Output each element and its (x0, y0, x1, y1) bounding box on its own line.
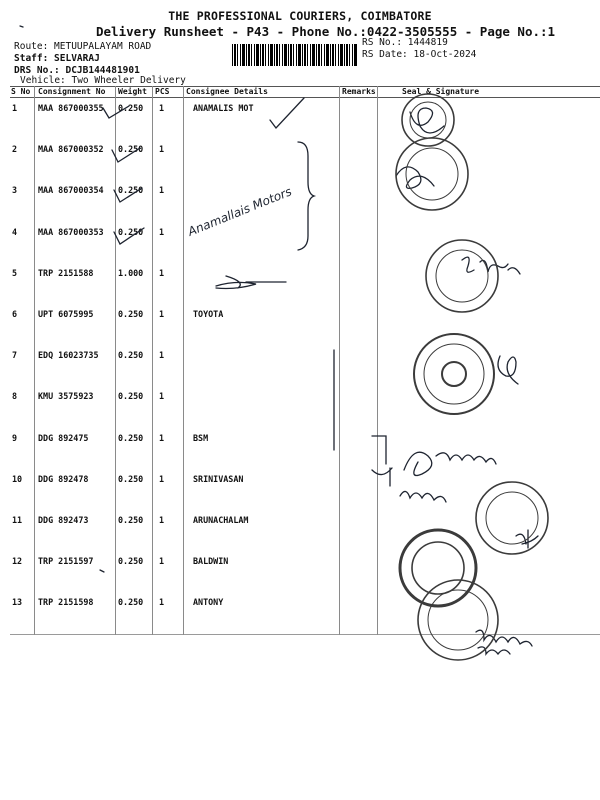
company-stamp (426, 240, 498, 312)
cell-weight: 0.250 (118, 350, 144, 360)
cell-sno: 6 (12, 309, 18, 319)
cell-pcs: 1 (159, 268, 165, 278)
cell-weight: 0.250 (118, 185, 144, 195)
scribble-mark (216, 276, 286, 289)
col-header-consignee: Consignee Details (186, 87, 268, 96)
cell-sno: 10 (12, 474, 23, 484)
tick-mark (103, 106, 129, 118)
pen-mark (20, 26, 23, 27)
signature (476, 630, 532, 646)
signature (396, 167, 434, 188)
cell-weight: 0.250 (118, 597, 144, 607)
signature (498, 356, 518, 384)
tick-mark (112, 148, 140, 162)
company-stamp (414, 334, 494, 414)
cell-sno: 4 (12, 227, 18, 237)
company-name: THE PROFESSIONAL COURIERS, COIMBATORE (168, 9, 432, 23)
cell-sno: 8 (12, 391, 18, 401)
pen-mark (100, 570, 104, 572)
cell-weight: 0.250 (118, 309, 144, 319)
col-header-pcs: PCS (155, 87, 170, 96)
stamp-group (396, 94, 548, 660)
cell-pcs: 1 (159, 103, 165, 113)
cell-weight: 1.000 (118, 268, 144, 278)
cell-weight: 0.250 (118, 433, 144, 443)
col-header-consignment: Consignment No (38, 87, 106, 96)
runsheet-title: Delivery Runsheet - P43 - Phone No.:0422-3505555 - Page No.:1 (96, 24, 556, 39)
vehicle: Vehicle: Two Wheeler Delivery (20, 75, 186, 86)
cell-consignment: DDG 892473 (38, 515, 89, 525)
cell-pcs: 1 (159, 227, 165, 237)
cell-sno: 12 (12, 556, 23, 566)
cell-consignee: SRINIVASAN (193, 474, 244, 484)
cell-consignee: ANTONY (193, 597, 224, 607)
cell-consignment: MAA 867000353 (38, 227, 104, 237)
drs-number: DRS No.: DCJB144481901 (14, 65, 140, 76)
signature (410, 108, 444, 133)
cell-weight: 0.250 (118, 515, 144, 525)
cell-sno: 9 (12, 433, 18, 443)
consignee-note: Anamallais Motors (185, 184, 294, 239)
col-header-remarks: Remarks (342, 87, 376, 96)
cell-pcs: 1 (159, 556, 165, 566)
rs-date: RS Date: 18-Oct-2024 (362, 49, 477, 60)
cell-weight: 0.250 (118, 474, 144, 484)
cell-consignment: KMU 3575923 (38, 391, 94, 401)
route: Route: METUUPALAYAM ROAD (14, 41, 152, 52)
cell-sno: 5 (12, 268, 18, 278)
cell-pcs: 1 (159, 391, 165, 401)
tick-mark (114, 188, 142, 202)
cell-consignment: MAA 867000354 (38, 185, 104, 195)
brace-mark (298, 142, 314, 250)
tick-mark (270, 98, 304, 128)
company-stamp (396, 138, 468, 210)
cell-weight: 0.250 (118, 556, 144, 566)
cell-pcs: 1 (159, 515, 165, 525)
cell-weight: 0.250 (118, 227, 144, 237)
cell-pcs: 1 (159, 144, 165, 154)
cell-weight: 0.250 (118, 144, 144, 154)
cell-pcs: 1 (159, 597, 165, 607)
col-header-sno: S No (11, 87, 31, 96)
cell-sno: 11 (12, 515, 23, 525)
cell-consignee: ANAMALIS MOT (193, 103, 254, 113)
cell-sno: 7 (12, 350, 18, 360)
cell-sno: 2 (12, 144, 18, 154)
cell-consignee: ARUNACHALAM (193, 515, 249, 525)
cell-consignment: MAA 867000352 (38, 144, 104, 154)
signature (462, 257, 520, 274)
cell-consignment: DDG 892475 (38, 433, 89, 443)
cell-consignment: TRP 2151598 (38, 597, 94, 607)
signature (404, 452, 496, 475)
cell-sno: 13 (12, 597, 23, 607)
company-stamp (400, 530, 476, 606)
cell-consignee: TOYOTA (193, 309, 224, 319)
cell-weight: 0.250 (118, 103, 144, 113)
cell-pcs: 1 (159, 474, 165, 484)
col-header-seal: Seal & Signature (402, 87, 480, 96)
staff: Staff: SELVARAJ (14, 53, 100, 64)
cell-pcs: 1 (159, 309, 165, 319)
company-stamp (418, 580, 498, 660)
signature (400, 491, 446, 502)
tick-mark (114, 228, 144, 244)
cell-consignment: TRP 2151588 (38, 268, 94, 278)
cell-sno: 1 (12, 103, 18, 113)
cell-consignment: EDQ 16023735 (38, 350, 99, 360)
cell-pcs: 1 (159, 350, 165, 360)
cell-consignment: TRP 2151597 (38, 556, 94, 566)
cell-consignment: MAA 867000355 (38, 103, 104, 113)
rs-number: RS No.: 1444819 (362, 37, 448, 48)
cell-consignment: DDG 892478 (38, 474, 89, 484)
cell-consignment: UPT 6075995 (38, 309, 94, 319)
cell-sno: 3 (12, 185, 18, 195)
company-stamp (476, 482, 548, 554)
cell-consignee: BALDWIN (193, 556, 229, 566)
col-header-weight: Weight (118, 87, 147, 96)
cell-pcs: 1 (159, 433, 165, 443)
cell-consignee: BSM (193, 433, 209, 443)
cell-weight: 0.250 (118, 391, 144, 401)
tick-mark (372, 436, 392, 486)
cell-pcs: 1 (159, 185, 165, 195)
